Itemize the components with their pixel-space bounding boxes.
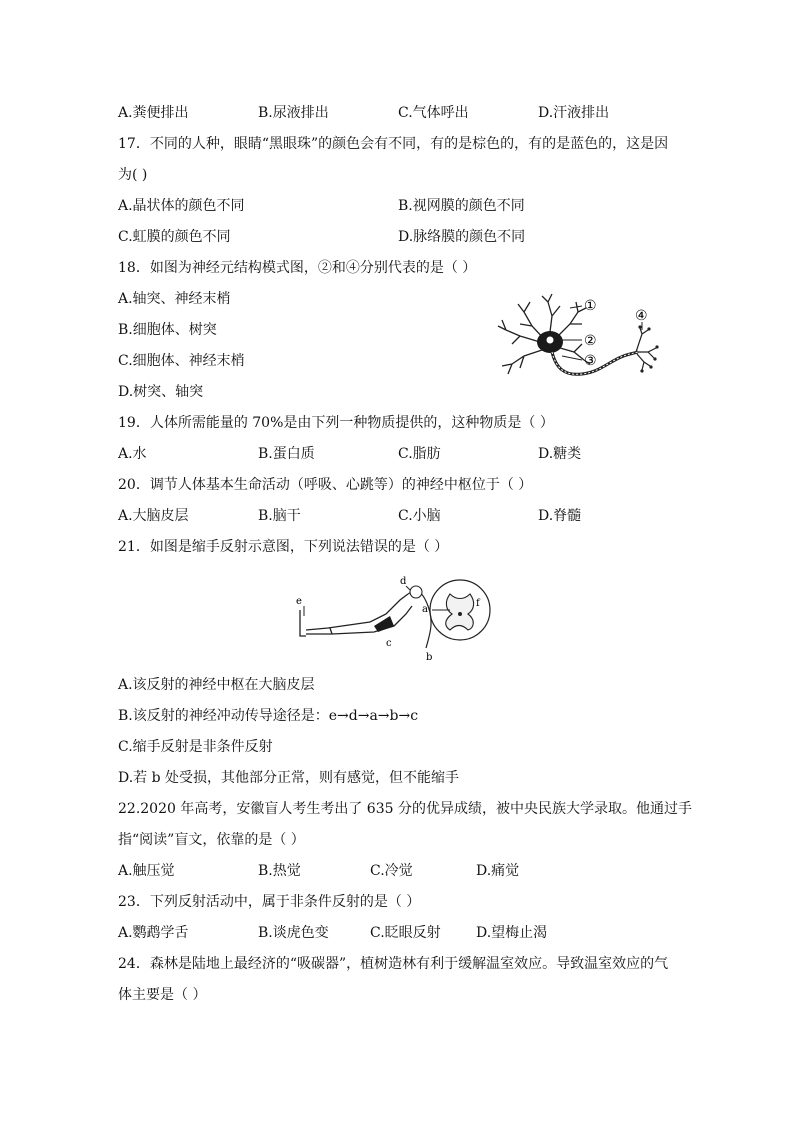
q19-option-d: D.糖类 xyxy=(538,446,582,462)
q24-stem-line1: 24．森林是陆地上最经济的“吸碳器”，植树造林有利于缓解温室效应。导致温室效应的气 xyxy=(118,956,669,972)
q19-option-c: C.脂肪 xyxy=(398,446,441,462)
q17-option-d: D.脉络膜的颜色不同 xyxy=(398,229,526,245)
q23-option-c: C.眨眼反射 xyxy=(370,925,441,941)
neuron-label-1: ① xyxy=(584,298,597,314)
neuron-label-4: ④ xyxy=(635,308,648,324)
q16-option-d: D.汗液排出 xyxy=(538,105,610,121)
spinal-gray-matter xyxy=(446,594,474,630)
q23-option-d: D.望梅止渴 xyxy=(476,925,548,941)
q17-option-b: B.视网膜的颜色不同 xyxy=(398,198,525,214)
q22-option-a: A.触压觉 xyxy=(118,863,175,879)
reflex-nerve-path xyxy=(408,591,431,648)
q17-stem-line1: 17．不同的人种，眼睛“黑眼珠”的颜色会有不同，有的是棕色的，有的是蓝色的，这是因 xyxy=(118,136,669,152)
reflex-leader-lines xyxy=(304,586,450,616)
q22-option-c: C.冷觉 xyxy=(370,863,413,879)
q21-option-b: B.该反射的神经冲动传导途径是：e→d→a→b→c xyxy=(118,708,419,724)
neuron-nucleus xyxy=(547,337,554,344)
q18-option-c: C.细胞体、神经末梢 xyxy=(118,353,245,369)
reflex-label-f: f xyxy=(476,598,480,609)
q20-option-a: A.大脑皮层 xyxy=(118,508,189,524)
reflex-label-d: d xyxy=(400,576,407,587)
reflex-label-e: e xyxy=(296,596,302,607)
q17-stem-line2: 为( ) xyxy=(118,167,148,183)
reflex-ganglion xyxy=(410,586,422,598)
reflex-label-c: c xyxy=(386,638,392,649)
q24-stem-line2: 体主要是（ ） xyxy=(118,987,207,1003)
q20-option-d: D.脊髓 xyxy=(538,508,582,524)
q21-stem: 21．如图是缩手反射示意图，下列说法错误的是（ ） xyxy=(118,539,449,555)
q20-stem: 20．调节人体基本生命活动（呼吸、心跳等）的神经中枢位于（ ） xyxy=(118,477,533,493)
q22-stem-line1: 22.2020 年高考，安徽盲人考生考出了 635 分的优异成绩，被中央民族大学录取。他通过手 xyxy=(118,801,692,817)
neuron-label-2: ② xyxy=(584,333,597,349)
q18-option-b: B.细胞体、树突 xyxy=(118,322,217,338)
q17-option-c: C.虹膜的颜色不同 xyxy=(118,229,231,245)
q21-option-c: C.缩手反射是非条件反射 xyxy=(118,739,273,755)
q21-option-a: A.该反射的神经中枢在大脑皮层 xyxy=(118,677,315,693)
q16-option-a: A.粪便排出 xyxy=(118,105,189,121)
q23-option-b: B.谈虎色变 xyxy=(258,925,329,941)
q18-option-a: A.轴突、神经末梢 xyxy=(118,291,231,307)
q16-option-c: C.气体呼出 xyxy=(398,105,469,121)
q23-stem: 23．下列反射活动中，属于非条件反射的是（ ） xyxy=(118,894,421,910)
reflex-label-b: b xyxy=(426,652,433,663)
q19-option-b: B.蛋白质 xyxy=(258,446,315,462)
q21-option-d: D.若 b 处受损，其他部分正常，则有感觉，但不能缩手 xyxy=(118,770,460,786)
neuron-nerve-endings xyxy=(636,328,656,370)
q23-option-a: A.鹦鹉学舌 xyxy=(118,925,189,941)
q16-option-b: B.尿液排出 xyxy=(258,105,329,121)
q18-option-d: D.树突、轴突 xyxy=(118,384,204,400)
neuron-label-3: ③ xyxy=(584,353,597,369)
neuron-diagram xyxy=(490,290,665,390)
q19-stem: 19．人体所需能量的 70%是由下列一种物质提供的，这种物质是（ ） xyxy=(118,415,554,431)
q19-option-a: A.水 xyxy=(118,446,147,462)
q22-option-d: D.痛觉 xyxy=(476,863,520,879)
q20-option-c: C.小脑 xyxy=(398,508,441,524)
reflex-label-a: a xyxy=(422,604,428,615)
q18-stem: 18．如图为神经元结构模式图，②和④分别代表的是（ ） xyxy=(118,260,477,276)
reflex-hand-arm xyxy=(300,594,412,636)
q20-option-b: B.脑干 xyxy=(258,508,301,524)
q17-option-a: A.晶状体的颜色不同 xyxy=(118,198,245,214)
q22-option-b: B.热觉 xyxy=(258,863,301,879)
q22-stem-line2: 指“阅读”盲文，依靠的是（ ） xyxy=(118,832,305,848)
reflex-arc-diagram xyxy=(290,570,515,665)
